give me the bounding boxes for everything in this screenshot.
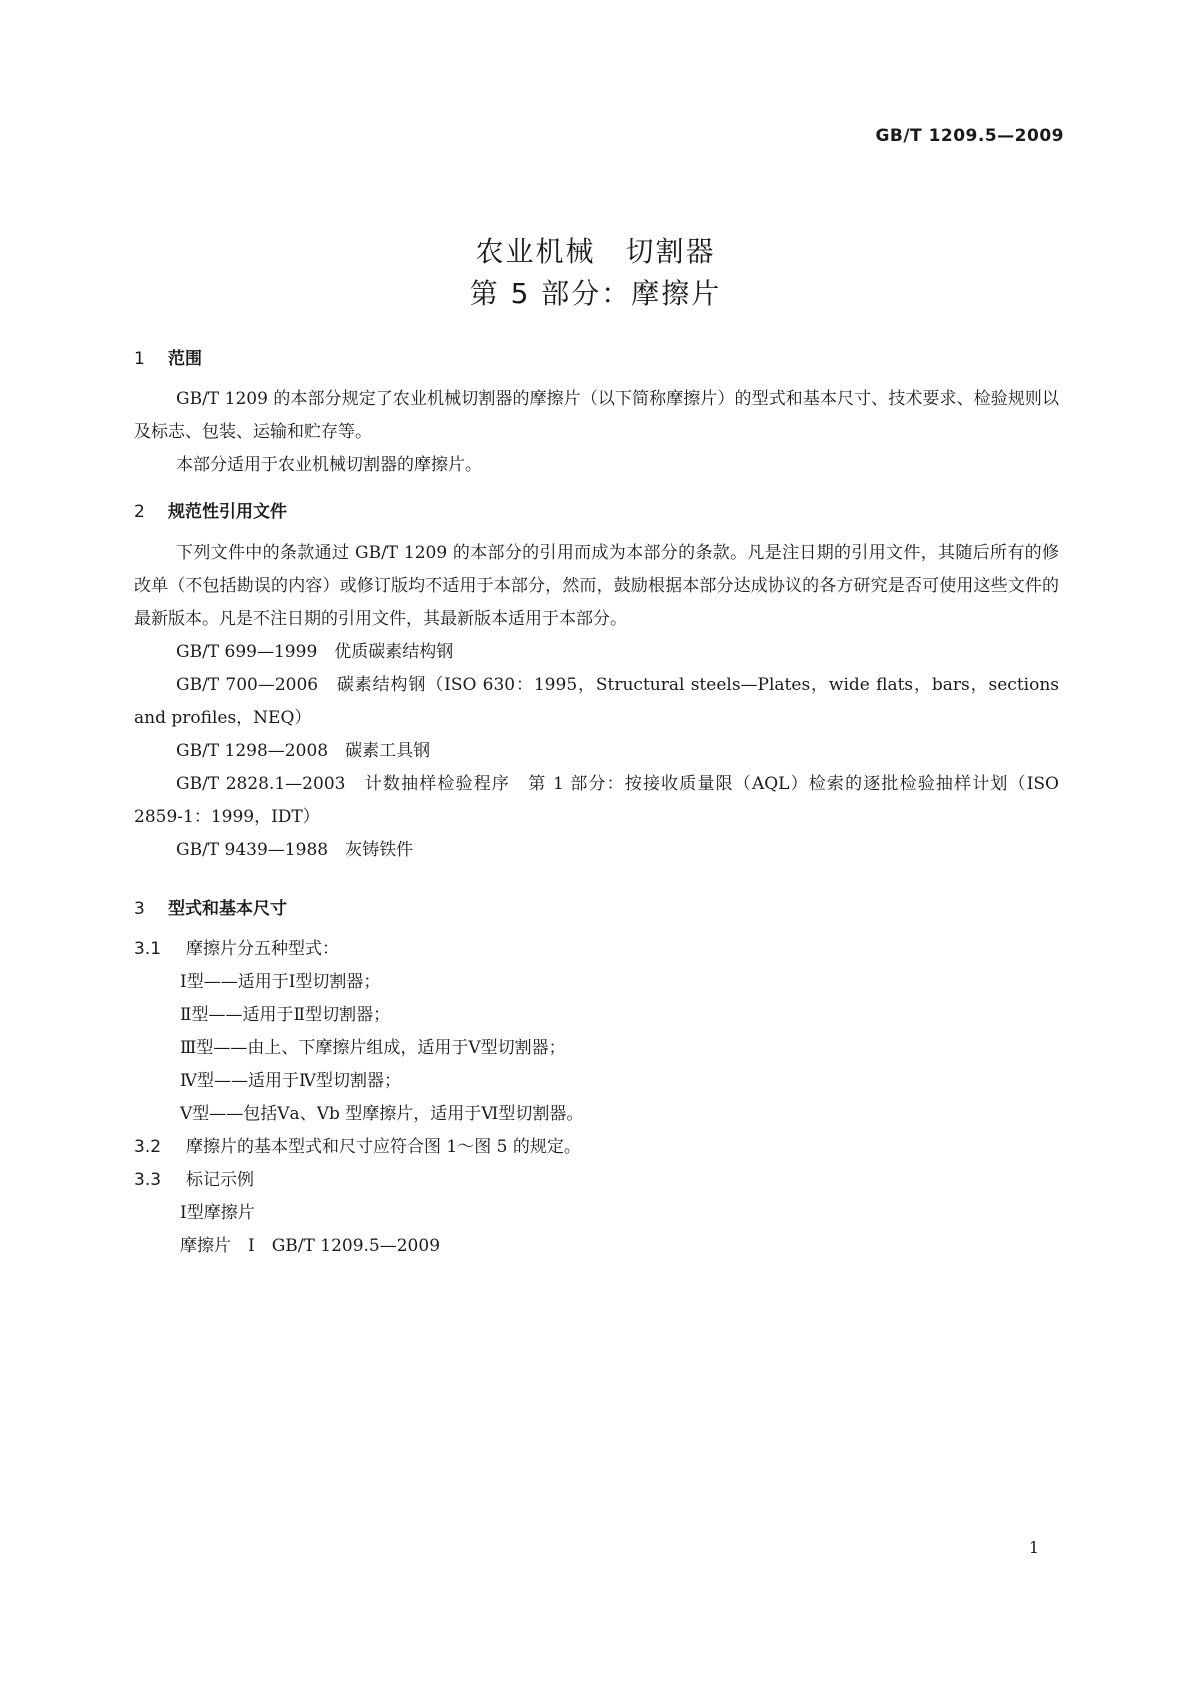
section-number: 2 [134,502,145,522]
reference-item: GB/T 9439—1988 灰铸铁件 [176,840,414,860]
section-1-heading [134,344,202,369]
example-title: Ⅰ型摩擦片 [180,1203,255,1223]
subsection-text: 标记示例 [186,1170,254,1190]
section-3-body [134,933,1059,1263]
subsection-text: 摩擦片分五种型式： [186,939,339,959]
section-number: 3 [134,899,145,919]
section-1-body [134,383,1059,482]
paragraph: 下列文件中的条款通过 GB/T 1209 的本部分的引用而成为本部分的条款。凡是注日期的引用文件，其随后所有的修改单（不包括勘误的内容）或修订版均不适用于本部分，然而，鼓励根据本部分达成协议的各方研究是否可使用这些文件的最新版本。凡是不注日期的引用文件，其最新版本适用于本部分。 [134,543,1059,629]
reference-item: GB/T 1298—2008 碳素工具钢 [176,741,431,761]
section-title: 型式和基本尺寸 [168,899,287,919]
document-title-line2: 第 5 部分：摩擦片 [469,277,722,310]
reference-item: GB/T 700—2006 碳素结构钢（ISO 630：1995，Structural steels—Plates，wide flats，bars，sections and profiles，NEQ） [134,675,1059,728]
standard-number: GB/T 1209.5—2009 [875,126,1064,146]
paragraph: GB/T 1209 的本部分规定了农业机械切割器的摩擦片（以下简称摩擦片）的型式和基本尺寸、技术要求、检验规则以及标志、包装、运输和贮存等。 [134,389,1059,442]
document-title-line1: 农业机械 切割器 [475,235,716,268]
marking-example: 摩擦片 Ⅰ GB/T 1209.5—2009 [180,1236,441,1256]
reference-item: GB/T 699—1999 优质碳素结构钢 [176,642,454,662]
type-item: Ⅰ型——适用于Ⅰ型切割器； [180,972,381,992]
page-number: 1 [1028,1538,1039,1557]
reference-item: GB/T 2828.1—2003 计数抽样检验程序 第 1 部分：按接收质量限（AQL）检索的逐批检验抽样计划（ISO 2859-1：1999，IDT） [134,774,1059,827]
paragraph: 本部分适用于农业机械切割器的摩擦片。 [176,455,482,475]
subsection-3-1 [134,933,1059,966]
subsection-text: 摩擦片的基本型式和尺寸应符合图 1～图 5 的规定。 [186,1137,581,1157]
subsection-number: 3.3 [134,1170,162,1190]
section-title: 规范性引用文件 [168,502,287,522]
subsection-3-2 [134,1131,1059,1164]
type-item: Ⅱ型——适用于Ⅱ型切割器； [180,1005,391,1025]
type-item: Ⅴ型——包括Ⅴa、Ⅴb 型摩擦片，适用于Ⅵ型切割器。 [180,1104,584,1124]
section-2-body [134,537,1059,867]
subsection-number: 3.1 [134,939,162,959]
section-number: 1 [134,349,145,369]
subsection-number: 3.2 [134,1137,162,1157]
section-title: 范围 [168,349,202,369]
subsection-3-3 [134,1164,1059,1197]
section-2-heading [134,497,287,522]
type-item: Ⅲ型——由上、下摩擦片组成，适用于Ⅴ型切割器； [180,1038,566,1058]
section-3-heading [134,894,287,919]
type-item: Ⅳ型——适用于Ⅳ型切割器； [180,1071,401,1091]
